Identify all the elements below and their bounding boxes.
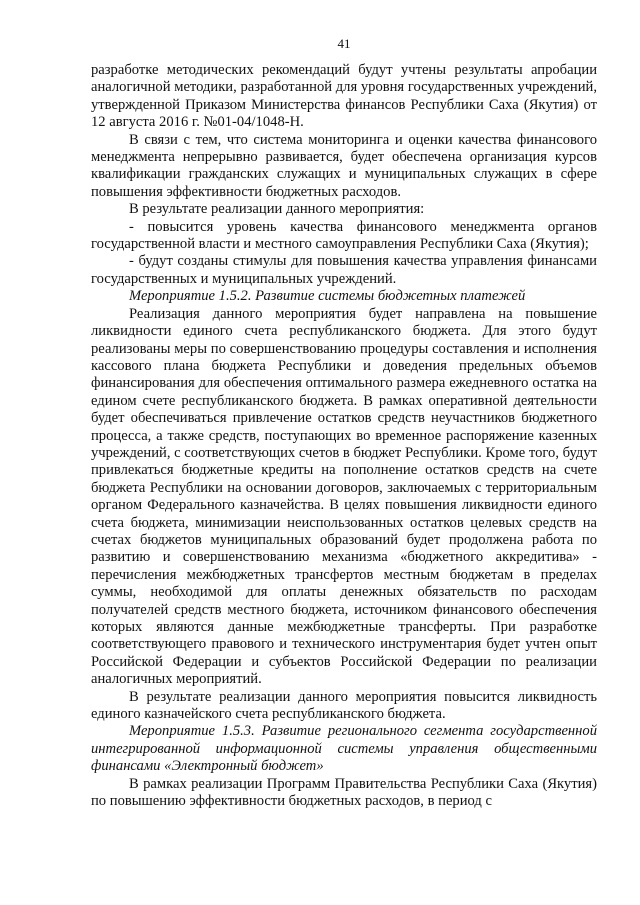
section-heading-1-5-2: Мероприятие 1.5.2. Развитие системы бюджетных платежей <box>129 288 526 305</box>
list-item-incentives: - будут созданы стимулы для повышения качества управления финансами государственных и муниципальных учреждений. <box>91 253 597 287</box>
section-heading-1-5-3: Мероприятие 1.5.3. Развитие регионального сегмента государственной интегрированной информационной системы управления общественными финансами «Электронный бюджет» <box>91 723 597 775</box>
paragraph-results-intro: В результате реализации данного мероприятия: <box>129 201 425 218</box>
paragraph-methodology-intro: разработке методических рекомендаций будут учтены результаты апробации аналогичной методики, разработанной для уровня государственных учреждений, утвержденной Приказом Министерства финансов Республики Саха (Якутия) от 12 августа 2016 г. №01-04/1048-Н. <box>91 62 597 131</box>
paragraph-liquidity: Реализация данного мероприятия будет направлена на повышение ликвидности единого счета республиканского бюджета. Для этого будут реализованы меры по совершенствованию процедуры составления и исполнения кассового плана бюджета Республики и доведения предельных объемов финансирования для обеспечения оптимального размера ежедневного остатка на едином счете республиканского бюджета. В рамках оперативной деятельности будет обеспечиваться привлечение остатков средств неучастников бюджетного процесса, а также средств, поступающих во временное распоряжение казенных учреждений, с соответствующих счетов в бюджет Республики. Кроме того, будут привлекаться бюджетные кредиты на пополнение остатков средств на счете бюджета Республики на основании договоров, заключаемых с территориальным органом Федерального казначейства. В целях повышения ликвидности единого счета бюджета, минимизации неиспользованных остатков целевых средств на счетах бюджетов муниципальных образований будет продолжена работа по развитию и совершенствованию механизма «бюджетного аккредитива» - перечисления межбюджетных трансфертов местным бюджетам в пределах суммы, необходимой для оплаты денежных обязательств по расходам получателей средств местного бюджета, источником финансового обеспечения которых являются данные межбюджетные трансферты. При разработке соответствующего правового и технического инструментария будет учтен опыт Российской Федерации и субъектов Российской Федерации по реализации аналогичных мероприятий. <box>91 305 597 688</box>
list-item-management-quality: - повысится уровень качества финансового менеджмента органов государственной власти и местного самоуправления Республики Саха (Якутия); <box>91 218 597 253</box>
paragraph-government-programs: В рамках реализации Программ Правительства Республики Саха (Якутия) по повышению эффективности бюджетных расходов, в период с <box>91 775 597 810</box>
page-number: 41 <box>337 36 351 51</box>
paragraph-training-courses: В связи с тем, что система мониторинга и оценки качества финансового менеджмента непрерывно развивается, будет обеспечена организация курсов квалификации гражданских служащих и муниципальных служащих в сфере повышения эффективности бюджетных расходов. <box>91 131 597 200</box>
paragraph-liquidity-result: В результате реализации данного мероприятия повысится ликвидность единого казначейского счета республиканского бюджета. <box>91 688 597 723</box>
document-page <box>91 36 597 810</box>
document-body <box>91 62 597 810</box>
